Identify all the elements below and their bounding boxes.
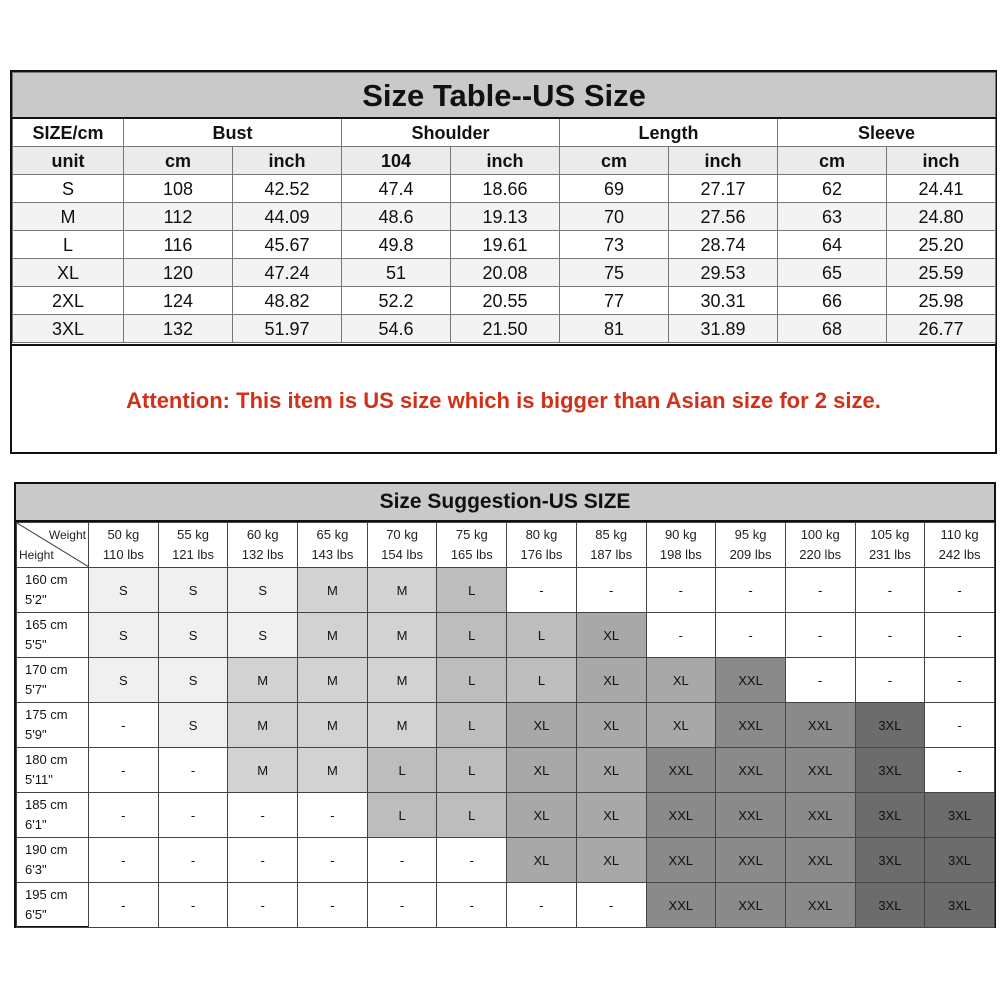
corner-cell bbox=[17, 523, 89, 568]
suggested-size-cell: XXL bbox=[716, 883, 786, 928]
suggested-size-cell: - bbox=[925, 658, 995, 703]
suggested-size-cell: L bbox=[437, 613, 507, 658]
measurement-cell: 20.08 bbox=[451, 259, 560, 287]
suggested-size-cell: M bbox=[298, 748, 368, 793]
table-row bbox=[13, 259, 996, 287]
suggested-size-cell: M bbox=[367, 568, 437, 613]
suggested-size-cell: XXL bbox=[785, 838, 855, 883]
suggested-size-cell: - bbox=[507, 568, 577, 613]
measurement-cell: 75 bbox=[560, 259, 669, 287]
measurement-cell: 20.55 bbox=[451, 287, 560, 315]
suggested-size-cell: M bbox=[298, 658, 368, 703]
suggested-size-cell: XL bbox=[576, 658, 646, 703]
size-label-cell: S bbox=[13, 175, 124, 203]
suggested-size-cell: XL bbox=[646, 658, 716, 703]
measurement-cell: 66 bbox=[778, 287, 887, 315]
measurement-cell: 68 bbox=[778, 315, 887, 343]
weight-header-cell bbox=[158, 523, 228, 568]
suggested-size-cell: XXL bbox=[785, 703, 855, 748]
table-row bbox=[17, 568, 995, 613]
height-header-cell bbox=[17, 793, 89, 838]
suggested-size-cell: XXL bbox=[646, 748, 716, 793]
suggested-size-cell: XL bbox=[507, 838, 577, 883]
unit-row bbox=[13, 147, 996, 175]
suggested-size-cell: - bbox=[437, 838, 507, 883]
suggested-size-cell: XL bbox=[507, 748, 577, 793]
suggested-size-cell: XL bbox=[507, 703, 577, 748]
suggested-size-cell: - bbox=[158, 838, 228, 883]
measurement-cell: 21.50 bbox=[451, 315, 560, 343]
size-label-cell: 2XL bbox=[13, 287, 124, 315]
weight-lbs: 143 lbs bbox=[311, 547, 354, 562]
measurement-cell: 25.98 bbox=[887, 287, 996, 315]
suggested-size-cell: - bbox=[298, 793, 368, 838]
suggested-size-cell: - bbox=[228, 883, 298, 928]
height-cm: 185 cm bbox=[25, 797, 68, 812]
suggested-size-cell: S bbox=[228, 613, 298, 658]
suggested-size-cell: M bbox=[298, 703, 368, 748]
suggested-size-cell: - bbox=[228, 793, 298, 838]
suggested-size-cell: L bbox=[437, 568, 507, 613]
measurement-cell: 31.89 bbox=[669, 315, 778, 343]
table-row bbox=[13, 315, 996, 343]
suggested-size-cell: XXL bbox=[716, 838, 786, 883]
weight-lbs: 132 lbs bbox=[241, 547, 284, 562]
weight-kg: 95 kg bbox=[734, 527, 767, 542]
suggested-size-cell: - bbox=[158, 883, 228, 928]
suggested-size-cell: XXL bbox=[646, 793, 716, 838]
suggested-size-cell: L bbox=[367, 793, 437, 838]
measurement-cell: 26.77 bbox=[887, 315, 996, 343]
measurement-cell: 63 bbox=[778, 203, 887, 231]
suggested-size-cell: M bbox=[228, 748, 298, 793]
suggested-size-cell: - bbox=[785, 658, 855, 703]
weight-header-cell bbox=[716, 523, 786, 568]
weight-header-cell bbox=[785, 523, 855, 568]
table-row bbox=[17, 883, 995, 928]
suggested-size-cell: XXL bbox=[646, 883, 716, 928]
weight-kg: 110 kg bbox=[940, 527, 979, 542]
weight-lbs: 220 lbs bbox=[799, 547, 842, 562]
suggested-size-cell: - bbox=[855, 568, 925, 613]
suggested-size-cell: 3XL bbox=[925, 793, 995, 838]
measurement-cell: 27.56 bbox=[669, 203, 778, 231]
measurement-cell: 48.82 bbox=[233, 287, 342, 315]
suggested-size-cell: XXL bbox=[716, 703, 786, 748]
weight-kg: 105 kg bbox=[870, 527, 910, 542]
table-row bbox=[13, 175, 996, 203]
weight-kg: 85 kg bbox=[595, 527, 628, 542]
height-ft: 5'7" bbox=[25, 682, 47, 697]
suggested-size-cell: - bbox=[298, 838, 368, 883]
height-header-cell bbox=[17, 838, 89, 883]
suggested-size-cell: - bbox=[855, 613, 925, 658]
weight-header-cell bbox=[437, 523, 507, 568]
suggested-size-cell: - bbox=[925, 748, 995, 793]
suggested-size-cell: 3XL bbox=[855, 838, 925, 883]
measurement-cell: 70 bbox=[560, 203, 669, 231]
weight-lbs: 187 lbs bbox=[590, 547, 633, 562]
weight-header-cell bbox=[855, 523, 925, 568]
height-cm: 165 cm bbox=[25, 617, 68, 632]
measurement-cell: 44.09 bbox=[233, 203, 342, 231]
table-row bbox=[17, 793, 995, 838]
weight-kg: 75 kg bbox=[455, 527, 488, 542]
suggested-size-cell: - bbox=[158, 793, 228, 838]
suggested-size-cell: - bbox=[158, 748, 228, 793]
measurement-cell: 49.8 bbox=[342, 231, 451, 259]
measurement-cell: 108 bbox=[124, 175, 233, 203]
suggested-size-cell: 3XL bbox=[855, 748, 925, 793]
size-suggestion-panel bbox=[14, 482, 996, 928]
suggested-size-cell: S bbox=[89, 613, 159, 658]
size-label-cell: M bbox=[13, 203, 124, 231]
weight-lbs: 121 lbs bbox=[172, 547, 214, 562]
measurement-cell: 116 bbox=[124, 231, 233, 259]
corner-weight-label: Weight bbox=[48, 528, 86, 542]
weight-header-cell bbox=[646, 523, 716, 568]
measurement-cell: 54.6 bbox=[342, 315, 451, 343]
measurement-cell: 18.66 bbox=[451, 175, 560, 203]
measurement-cell: 28.74 bbox=[669, 231, 778, 259]
suggested-size-cell: M bbox=[298, 613, 368, 658]
weight-header-cell bbox=[576, 523, 646, 568]
corner-height-label: Height bbox=[19, 548, 54, 562]
suggested-size-cell: S bbox=[158, 568, 228, 613]
table-row bbox=[13, 203, 996, 231]
suggested-size-cell: XXL bbox=[716, 658, 786, 703]
unit-cell: cm bbox=[778, 147, 887, 175]
suggested-size-cell: M bbox=[367, 613, 437, 658]
weight-header-cell bbox=[298, 523, 368, 568]
suggested-size-cell: XL bbox=[576, 838, 646, 883]
suggested-size-cell: XL bbox=[576, 613, 646, 658]
suggested-size-cell: XL bbox=[576, 793, 646, 838]
suggested-size-cell: - bbox=[437, 883, 507, 928]
height-cm: 175 cm bbox=[25, 707, 68, 722]
suggested-size-cell: - bbox=[367, 883, 437, 928]
header-shoulder: Shoulder bbox=[342, 118, 560, 147]
suggested-size-cell: 3XL bbox=[925, 883, 995, 928]
size-label-cell: XL bbox=[13, 259, 124, 287]
weight-lbs: 176 lbs bbox=[520, 547, 563, 562]
suggested-size-cell: M bbox=[298, 568, 368, 613]
table-row bbox=[13, 231, 996, 259]
size-label-cell: L bbox=[13, 231, 124, 259]
suggested-size-cell: L bbox=[507, 613, 577, 658]
weight-header-cell bbox=[507, 523, 577, 568]
suggested-size-cell: - bbox=[925, 568, 995, 613]
weight-lbs: 198 lbs bbox=[659, 547, 702, 562]
weight-lbs: 209 lbs bbox=[729, 547, 772, 562]
header-bust: Bust bbox=[124, 118, 342, 147]
measurement-cell: 124 bbox=[124, 287, 233, 315]
measurement-cell: 65 bbox=[778, 259, 887, 287]
weight-kg: 90 kg bbox=[664, 527, 697, 542]
measurement-cell: 25.59 bbox=[887, 259, 996, 287]
suggested-size-cell: - bbox=[646, 568, 716, 613]
table-row bbox=[17, 748, 995, 793]
suggested-size-cell: L bbox=[437, 703, 507, 748]
measurement-cell: 24.41 bbox=[887, 175, 996, 203]
measurement-cell: 19.61 bbox=[451, 231, 560, 259]
weight-lbs: 242 lbs bbox=[938, 547, 981, 562]
suggested-size-cell: - bbox=[507, 883, 577, 928]
suggested-size-cell: XXL bbox=[785, 748, 855, 793]
suggested-size-cell: - bbox=[925, 613, 995, 658]
suggested-size-cell: S bbox=[158, 658, 228, 703]
height-ft: 6'1" bbox=[25, 817, 47, 832]
suggested-size-cell: 3XL bbox=[855, 883, 925, 928]
table-row bbox=[17, 613, 995, 658]
suggested-size-cell: L bbox=[437, 748, 507, 793]
weight-header-cell bbox=[367, 523, 437, 568]
height-header-cell bbox=[17, 613, 89, 658]
suggested-size-cell: XXL bbox=[716, 793, 786, 838]
unit-cell: 104 bbox=[342, 147, 451, 175]
suggested-size-cell: S bbox=[89, 568, 159, 613]
table-row bbox=[17, 658, 995, 703]
table-row bbox=[17, 703, 995, 748]
unit-cell: inch bbox=[669, 147, 778, 175]
height-ft: 6'3" bbox=[25, 862, 47, 877]
measurement-cell: 47.24 bbox=[233, 259, 342, 287]
weight-kg: 60 kg bbox=[246, 527, 279, 542]
suggested-size-cell: L bbox=[437, 658, 507, 703]
size-table-panel bbox=[10, 70, 997, 454]
height-cm: 160 cm bbox=[25, 572, 68, 587]
measurement-cell: 64 bbox=[778, 231, 887, 259]
weight-kg: 70 kg bbox=[386, 527, 418, 542]
suggested-size-cell: XXL bbox=[646, 838, 716, 883]
suggested-size-cell: - bbox=[89, 883, 159, 928]
measurement-cell: 77 bbox=[560, 287, 669, 315]
height-cm: 180 cm bbox=[25, 752, 68, 767]
weight-kg: 65 kg bbox=[316, 527, 349, 542]
suggested-size-cell: XXL bbox=[785, 883, 855, 928]
attention-note: Attention: This item is US size which is bigger than Asian size for 2 size. bbox=[12, 344, 995, 456]
suggested-size-cell: S bbox=[228, 568, 298, 613]
unit-cell: cm bbox=[124, 147, 233, 175]
measurement-cell: 30.31 bbox=[669, 287, 778, 315]
table-row bbox=[13, 287, 996, 315]
suggested-size-cell: L bbox=[507, 658, 577, 703]
weight-header-row bbox=[17, 523, 995, 568]
suggested-size-cell: XXL bbox=[716, 748, 786, 793]
measurement-cell: 52.2 bbox=[342, 287, 451, 315]
suggested-size-cell: - bbox=[576, 568, 646, 613]
measurement-cell: 25.20 bbox=[887, 231, 996, 259]
measurement-cell: 69 bbox=[560, 175, 669, 203]
measurement-cell: 45.67 bbox=[233, 231, 342, 259]
measurement-cell: 51 bbox=[342, 259, 451, 287]
suggested-size-cell: - bbox=[646, 613, 716, 658]
measurement-cell: 62 bbox=[778, 175, 887, 203]
height-header-cell bbox=[17, 703, 89, 748]
weight-kg: 55 kg bbox=[177, 527, 209, 542]
header-size: SIZE/cm bbox=[13, 118, 124, 147]
measurement-cell: 47.4 bbox=[342, 175, 451, 203]
suggested-size-cell: M bbox=[367, 658, 437, 703]
suggested-size-cell: - bbox=[716, 613, 786, 658]
suggested-size-cell: - bbox=[785, 613, 855, 658]
weight-lbs: 154 lbs bbox=[381, 547, 424, 562]
suggested-size-cell: - bbox=[89, 793, 159, 838]
suggested-size-cell: M bbox=[228, 703, 298, 748]
measurement-cell: 48.6 bbox=[342, 203, 451, 231]
unit-cell: unit bbox=[13, 147, 124, 175]
size-label-cell: 3XL bbox=[13, 315, 124, 343]
suggested-size-cell: - bbox=[576, 883, 646, 928]
measurement-cell: 112 bbox=[124, 203, 233, 231]
weight-header-cell bbox=[89, 523, 159, 568]
suggested-size-cell: XXL bbox=[785, 793, 855, 838]
suggested-size-cell: - bbox=[89, 838, 159, 883]
header-length: Length bbox=[560, 118, 778, 147]
suggested-size-cell: - bbox=[89, 703, 159, 748]
measurement-cell: 73 bbox=[560, 231, 669, 259]
suggested-size-cell: L bbox=[437, 793, 507, 838]
measurement-cell: 24.80 bbox=[887, 203, 996, 231]
height-cm: 170 cm bbox=[25, 662, 68, 677]
suggested-size-cell: - bbox=[367, 838, 437, 883]
measurement-cell: 51.97 bbox=[233, 315, 342, 343]
height-header-cell bbox=[17, 658, 89, 703]
weight-lbs: 110 lbs bbox=[102, 547, 144, 562]
weight-kg: 80 kg bbox=[525, 527, 558, 542]
suggested-size-cell: - bbox=[89, 748, 159, 793]
suggested-size-cell: M bbox=[228, 658, 298, 703]
weight-lbs: 231 lbs bbox=[868, 547, 911, 562]
suggested-size-cell: XL bbox=[507, 793, 577, 838]
size-table bbox=[12, 72, 996, 343]
measurement-cell: 81 bbox=[560, 315, 669, 343]
unit-cell: inch bbox=[451, 147, 560, 175]
size-suggestion-table bbox=[16, 522, 995, 928]
measurement-cell: 19.13 bbox=[451, 203, 560, 231]
unit-cell: inch bbox=[887, 147, 996, 175]
weight-header-cell bbox=[228, 523, 298, 568]
weight-header-cell bbox=[925, 523, 995, 568]
measurement-cell: 132 bbox=[124, 315, 233, 343]
measurement-cell: 120 bbox=[124, 259, 233, 287]
weight-kg: 100 kg bbox=[800, 527, 840, 542]
height-ft: 5'9" bbox=[25, 727, 47, 742]
height-ft: 5'2" bbox=[25, 592, 47, 607]
height-ft: 5'11" bbox=[25, 772, 53, 787]
suggested-size-cell: S bbox=[158, 703, 228, 748]
suggested-size-cell: XL bbox=[646, 703, 716, 748]
suggested-size-cell: XL bbox=[576, 748, 646, 793]
suggested-size-cell: M bbox=[367, 703, 437, 748]
suggested-size-cell: 3XL bbox=[855, 793, 925, 838]
suggested-size-cell: S bbox=[158, 613, 228, 658]
suggested-size-cell: - bbox=[228, 838, 298, 883]
unit-cell: inch bbox=[233, 147, 342, 175]
height-header-cell bbox=[17, 748, 89, 793]
size-table-title: Size Table--US Size bbox=[13, 73, 996, 119]
measurement-cell: 27.17 bbox=[669, 175, 778, 203]
suggested-size-cell: - bbox=[298, 883, 368, 928]
suggested-size-cell: S bbox=[89, 658, 159, 703]
unit-cell: cm bbox=[560, 147, 669, 175]
suggested-size-cell: 3XL bbox=[855, 703, 925, 748]
header-sleeve: Sleeve bbox=[778, 118, 996, 147]
suggested-size-cell: 3XL bbox=[925, 838, 995, 883]
suggested-size-cell: - bbox=[716, 568, 786, 613]
height-ft: 5'5" bbox=[25, 637, 47, 652]
suggested-size-cell: L bbox=[367, 748, 437, 793]
suggested-size-cell: - bbox=[855, 658, 925, 703]
table-row bbox=[17, 838, 995, 883]
height-cm: 195 cm bbox=[25, 887, 68, 902]
height-cm: 190 cm bbox=[25, 842, 68, 857]
weight-lbs: 165 lbs bbox=[450, 547, 493, 562]
height-header-cell bbox=[17, 568, 89, 613]
suggested-size-cell: - bbox=[785, 568, 855, 613]
suggested-size-cell: - bbox=[925, 703, 995, 748]
measurement-cell: 29.53 bbox=[669, 259, 778, 287]
weight-kg: 50 kg bbox=[107, 527, 140, 542]
height-ft: 6'5" bbox=[25, 907, 47, 922]
suggested-size-cell: XL bbox=[576, 703, 646, 748]
measurement-cell: 42.52 bbox=[233, 175, 342, 203]
height-header-cell bbox=[17, 883, 89, 928]
size-suggestion-title: Size Suggestion-US SIZE bbox=[16, 484, 994, 522]
